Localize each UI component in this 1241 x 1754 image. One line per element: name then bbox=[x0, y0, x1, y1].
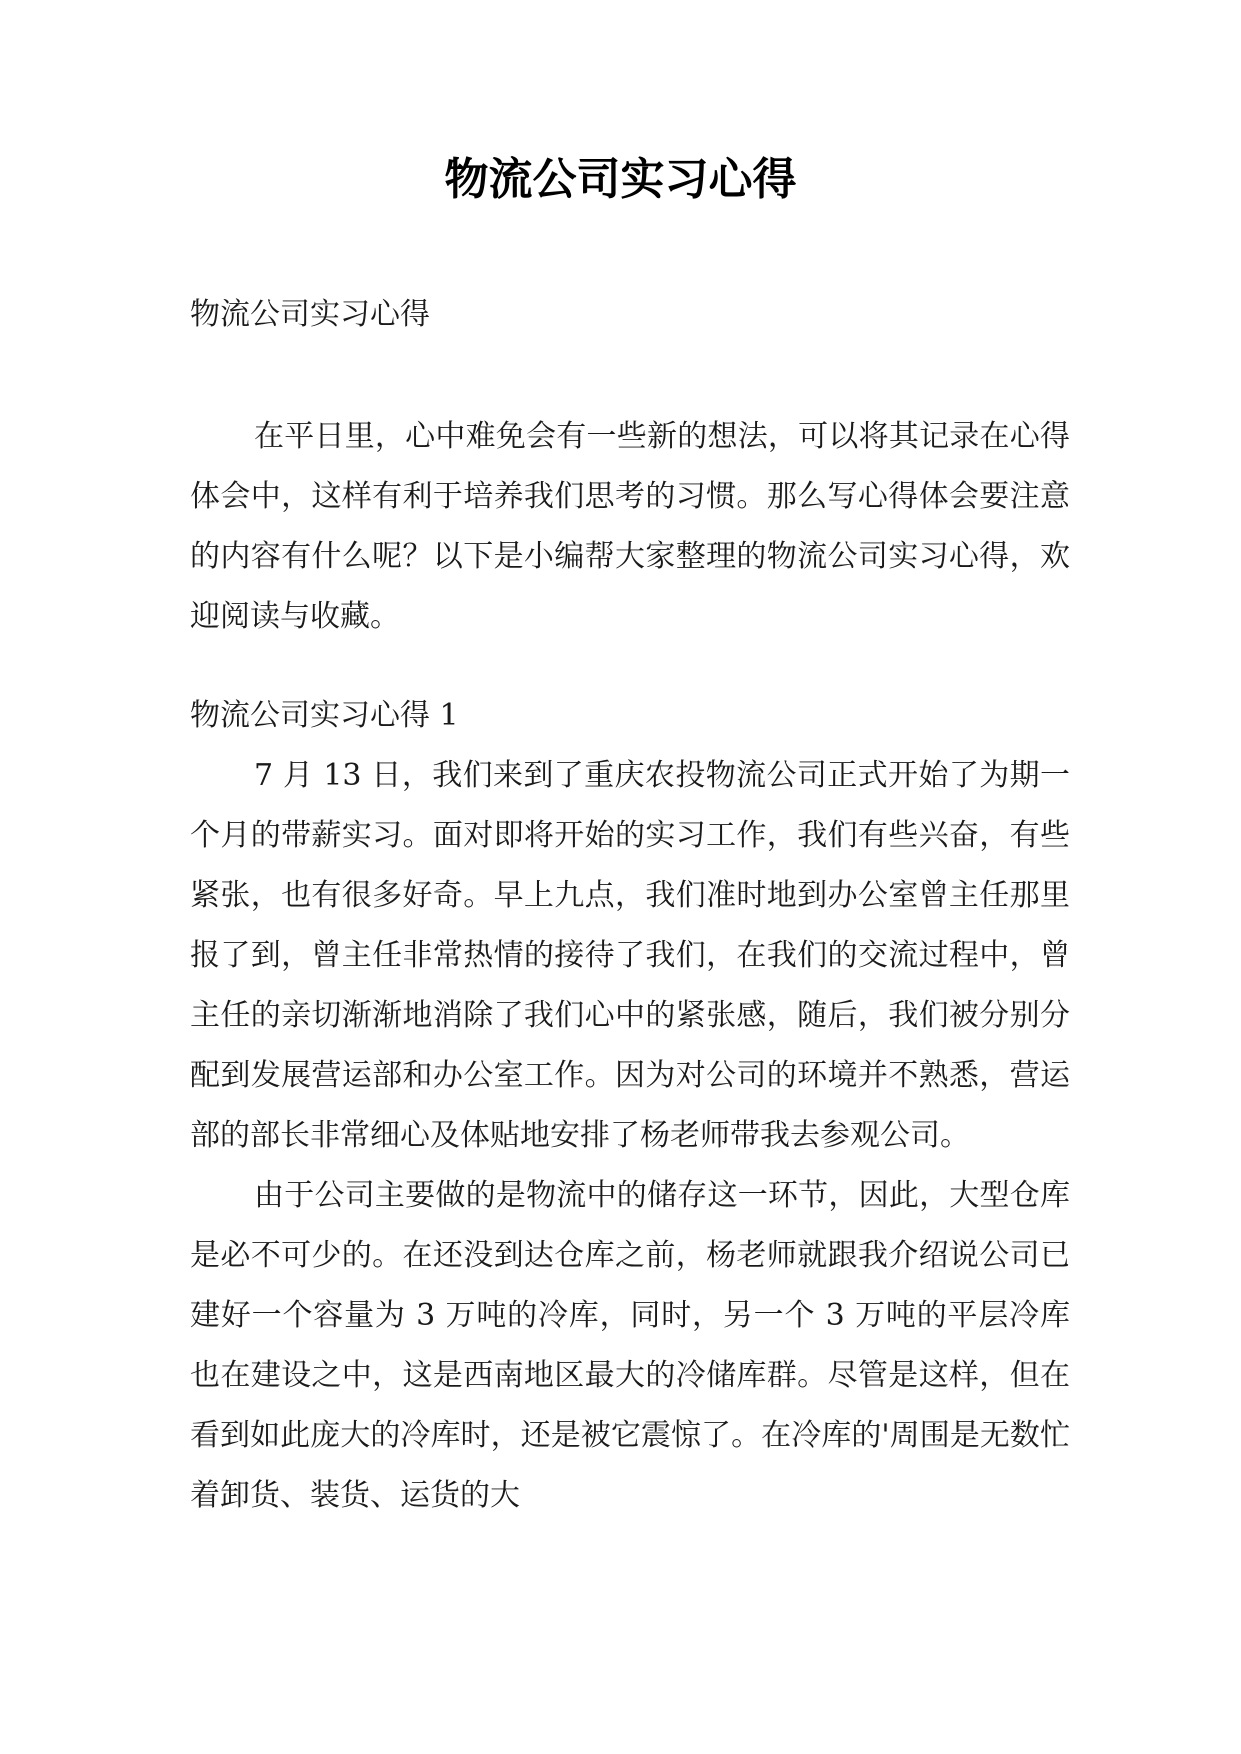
subtitle-text: 物流公司实习心得 bbox=[190, 297, 430, 332]
document-subtitle bbox=[190, 285, 1070, 345]
body-paragraph-2: 由于公司主要做的是物流中的储存这一环节，因此，大型仓库是必不可少的。在还没到达仓库之前，杨老师就跟我介绍说公司已建好一个容量为 3 万吨的冷库，同时，另一个 3 万吨的平层冷库也在建设之中，这是西南地区最大的冷储库群。尽管是这样，但在看到如此庞大的冷库时，还是被它震惊了。在冷库的'周围是无数忙着卸货、装货、运货的大 bbox=[190, 1178, 1070, 1513]
document-title: 物流公司实习心得 bbox=[444, 154, 797, 205]
intro-paragraph: 在平日里，心中难免会有一些新的想法，可以将其记录在心得体会中，这样有利于培养我们思考的习惯。那么写心得体会要注意的内容有什么呢？以下是小编帮大家整理的物流公司实习心得，欢迎阅读与收藏。 bbox=[190, 419, 1070, 634]
body-paragraph-1: 7 月 13 日，我们来到了重庆农投物流公司正式开始了为期一个月的带薪实习。面对即将开始的实习工作，我们有些兴奋，有些紧张，也有很多好奇。早上九点，我们准时地到办公室曾主任那里报了到，曾主任非常热情的接待了我们，在我们的交流过程中，曾主任的亲切渐渐地消除了我们心中的紧张感，随后，我们被分别分配到发展营运部和办公室工作。因为对公司的环境并不熟悉，营运部的部长非常细心及体贴地安排了杨老师带我去参观公司。 bbox=[190, 758, 1070, 1153]
section-heading-text: 物流公司实习心得 1 bbox=[190, 698, 459, 733]
section-heading bbox=[190, 686, 1070, 746]
section-content bbox=[190, 746, 1070, 1526]
intro-section bbox=[190, 407, 1070, 647]
